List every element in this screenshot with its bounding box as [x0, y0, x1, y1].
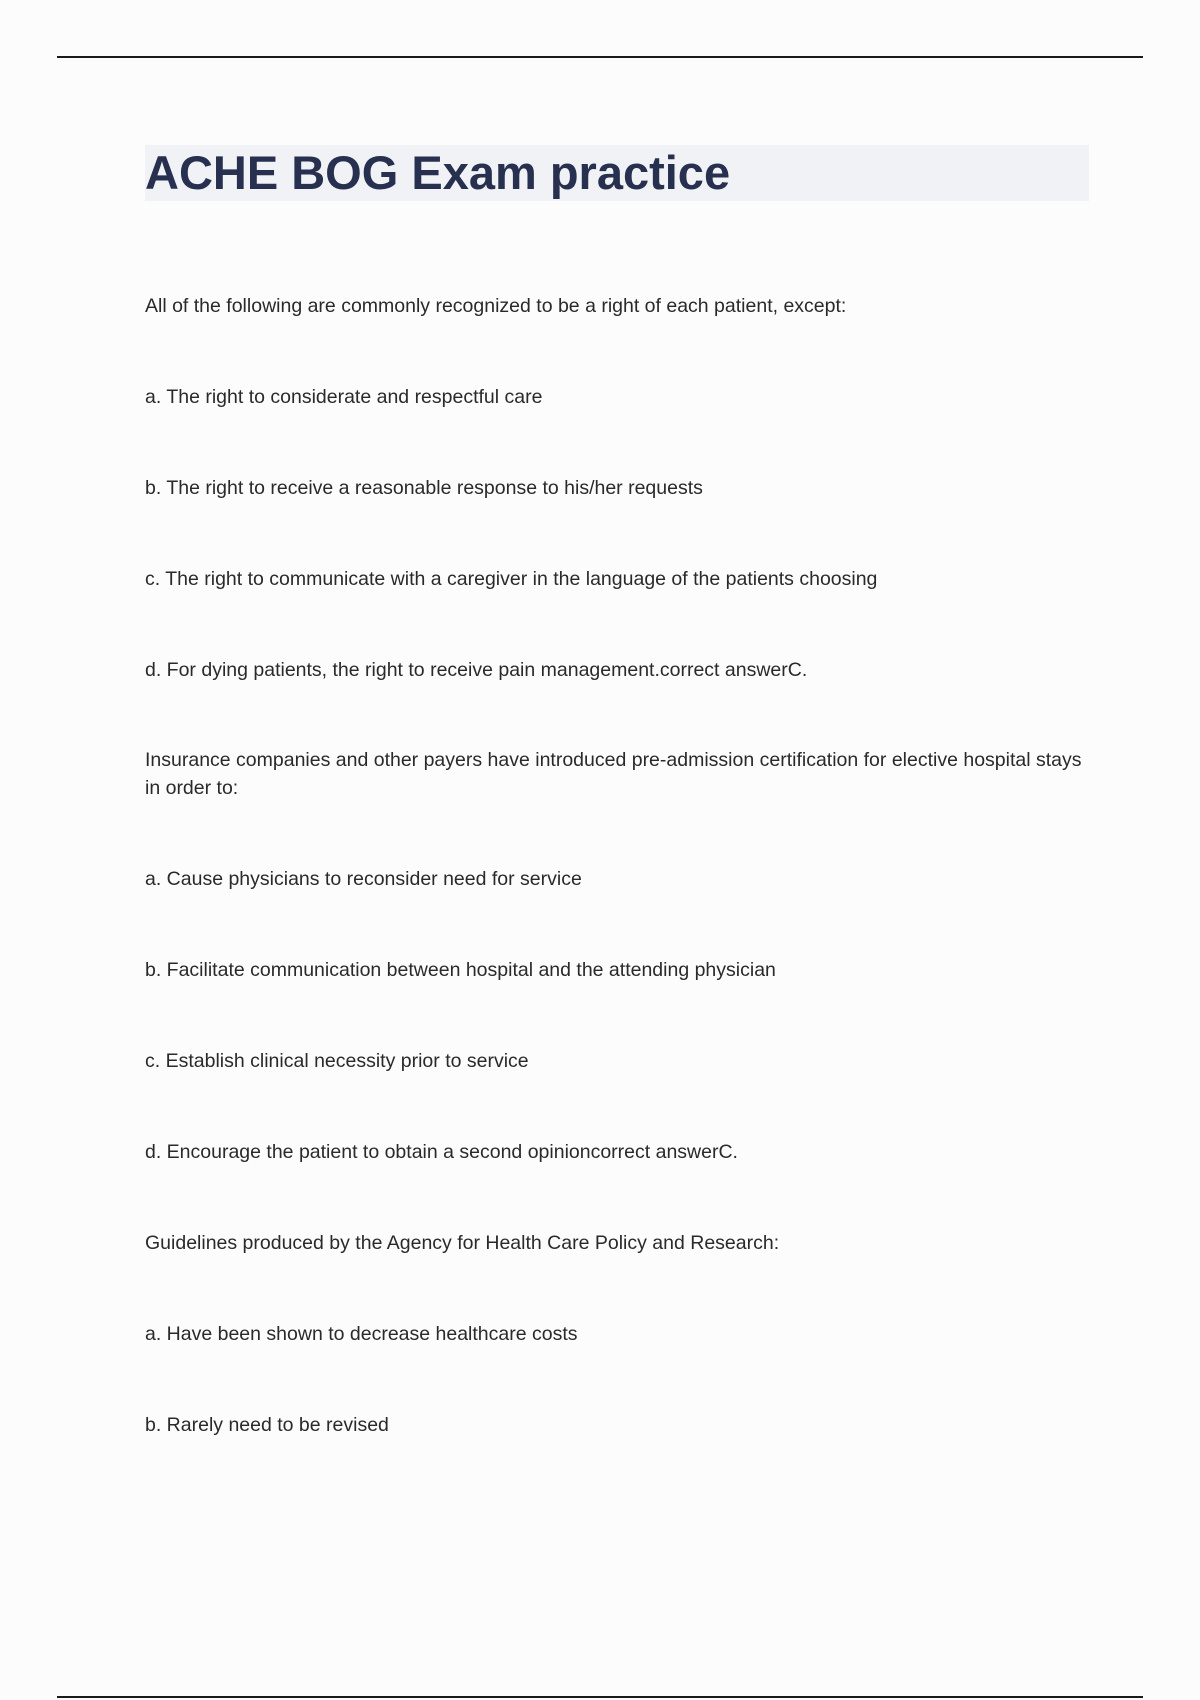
question-1-option-a: a. The right to considerate and respectful care	[145, 386, 543, 408]
question-1-option-b: b. The right to receive a reasonable response to his/her requests	[145, 477, 703, 499]
page-title: ACHE BOG Exam practice	[145, 146, 731, 199]
question-2-option-a: a. Cause physicians to reconsider need for service	[145, 868, 582, 890]
question-3-text: Guidelines produced by the Agency for Health Care Policy and Research:	[145, 1232, 780, 1254]
question-2-option-d: d. Encourage the patient to obtain a second opinioncorrect answerC.	[145, 1141, 738, 1163]
top-rule	[57, 56, 1143, 58]
question-1-text: All of the following are commonly recognized to be a right of each patient, except:	[145, 295, 847, 317]
question-2-option-c: c. Establish clinical necessity prior to service	[145, 1050, 529, 1072]
question-3-option-b: b. Rarely need to be revised	[145, 1414, 389, 1436]
question-1-option-d: d. For dying patients, the right to receive pain management.correct answerC.	[145, 659, 808, 681]
question-2-option-b: b. Facilitate communication between hospital and the attending physician	[145, 959, 776, 981]
question-3-option-a: a. Have been shown to decrease healthcare costs	[145, 1323, 578, 1345]
question-1-option-c: c. The right to communicate with a caregiver in the language of the patients choosing	[145, 568, 878, 590]
question-2-text: Insurance companies and other payers have introduced pre-admission certification for elective hospital stays in order to:	[145, 749, 1082, 799]
bottom-rule	[57, 1696, 1143, 1698]
